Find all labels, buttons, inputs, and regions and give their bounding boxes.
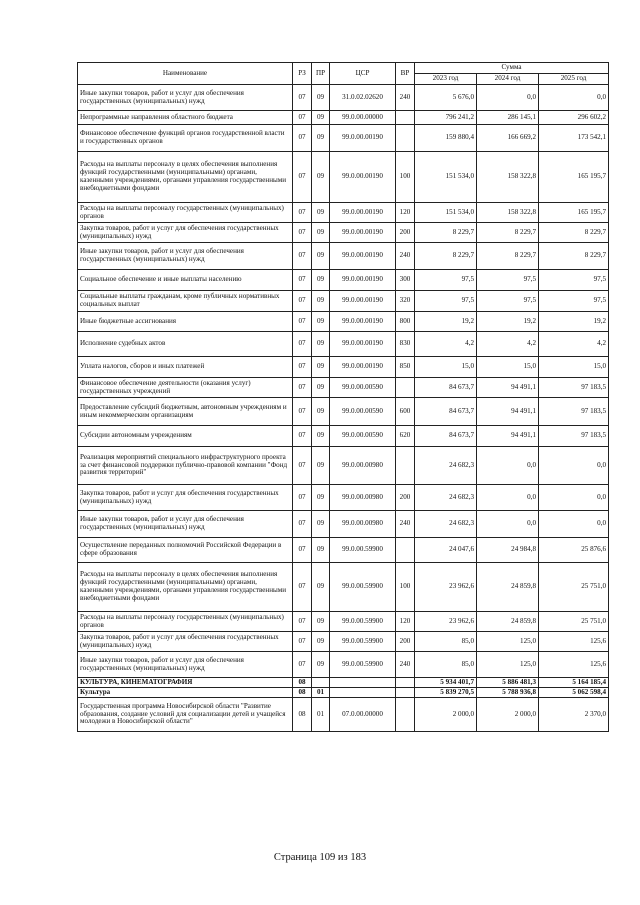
row-name: Исполнение судебных актов [78,332,293,357]
row-value-2025: 125,6 [539,632,609,652]
row-pr [312,678,330,688]
row-name: Социальные выплаты гражданам, кроме публичных нормативных социальных выплат [78,291,293,312]
row-pr: 09 [312,111,330,125]
row-vr: 240 [396,511,415,538]
row-rz: 08 [293,688,312,698]
row-rz: 07 [293,125,312,152]
row-value-2024: 2 000,0 [477,698,539,732]
table-row [78,678,609,688]
row-csr: 99.0.00.00190 [330,332,396,357]
row-value-2024: 286 145,1 [477,111,539,125]
row-value-2025: 5 164 185,4 [539,678,609,688]
row-csr: 99.0.00.00190 [330,270,396,291]
table-row [78,447,609,485]
row-value-2023: 84 673,7 [415,378,477,398]
row-value-2024: 24 859,8 [477,612,539,632]
row-csr: 99.0.00.59900 [330,563,396,612]
table-row [78,563,609,612]
row-value-2024: 15,0 [477,357,539,378]
row-name: Закупка товаров, работ и услуг для обеспечения государственных (муниципальных) нужд [78,485,293,511]
row-value-2024: 5 886 481,3 [477,678,539,688]
row-value-2024: 24 984,8 [477,538,539,563]
row-rz: 07 [293,426,312,447]
row-pr: 09 [312,270,330,291]
header-pr: ПР [312,63,330,85]
header-year-2023: 2023 год [415,74,477,85]
table-row [78,270,609,291]
table-row [78,378,609,398]
row-value-2024: 94 491,1 [477,378,539,398]
row-name: Финансовое обеспечение деятельности (оказания услуг) государственных учреждений [78,378,293,398]
row-vr [396,698,415,732]
row-name: Расходы на выплаты персоналу государственных (муниципальных) органов [78,203,293,223]
row-pr: 09 [312,85,330,111]
row-value-2024: 125,0 [477,652,539,678]
row-value-2023: 796 241,2 [415,111,477,125]
row-value-2025: 2 370,0 [539,698,609,732]
row-pr: 09 [312,125,330,152]
row-vr: 600 [396,398,415,426]
row-value-2025: 165 195,7 [539,203,609,223]
row-csr: 99.0.00.00190 [330,312,396,332]
row-name: Предоставление субсидий бюджетным, автономным учреждениям и иным некоммерческим организациям [78,398,293,426]
row-value-2024: 4,2 [477,332,539,357]
row-name: Иные бюджетные ассигнования [78,312,293,332]
row-value-2024: 158 322,8 [477,152,539,203]
table-row [78,291,609,312]
row-value-2025: 173 542,1 [539,125,609,152]
row-value-2024: 158 322,8 [477,203,539,223]
row-rz: 07 [293,378,312,398]
row-pr: 09 [312,152,330,203]
row-value-2024: 0,0 [477,85,539,111]
header-name: Наименование [78,63,293,85]
row-value-2024: 97,5 [477,291,539,312]
row-rz: 07 [293,612,312,632]
row-pr: 09 [312,291,330,312]
row-value-2025: 0,0 [539,85,609,111]
row-value-2023: 151 534,0 [415,152,477,203]
row-pr: 09 [312,312,330,332]
table-row [78,698,609,732]
row-vr: 320 [396,291,415,312]
row-value-2023: 97,5 [415,291,477,312]
table-row [78,632,609,652]
table-row [78,243,609,270]
row-name: Иные закупки товаров, работ и услуг для обеспечения государственных (муниципальных) нужд [78,511,293,538]
header-sum: Сумма [415,63,609,74]
row-vr [396,111,415,125]
row-name: Закупка товаров, работ и услуг для обеспечения государственных (муниципальных) нужд [78,223,293,243]
table-row [78,223,609,243]
row-value-2023: 5 676,0 [415,85,477,111]
row-value-2025: 25 751,0 [539,612,609,632]
header-rz: РЗ [293,63,312,85]
table-row [78,652,609,678]
row-value-2024: 125,0 [477,632,539,652]
row-name: Реализация мероприятий специального инфраструктурного проекта за счет финансовой поддержки публично-правовой компании "Фонд развития территорий" [78,447,293,485]
row-csr: 99.0.00.00590 [330,426,396,447]
row-csr: 99.0.00.59900 [330,652,396,678]
row-rz: 07 [293,357,312,378]
row-pr: 09 [312,378,330,398]
page-number: Страница 109 из 183 [273,852,367,863]
row-value-2025: 4,2 [539,332,609,357]
row-vr: 240 [396,652,415,678]
row-value-2023: 5 934 401,7 [415,678,477,688]
table-row [78,85,609,111]
row-value-2023: 8 229,7 [415,223,477,243]
header-vr: ВР [396,63,415,85]
row-value-2024: 24 859,8 [477,563,539,612]
row-rz: 07 [293,538,312,563]
row-name: Уплата налогов, сборов и иных платежей [78,357,293,378]
row-name: Непрограммные направления областного бюджета [78,111,293,125]
row-value-2024: 0,0 [477,485,539,511]
row-value-2023: 159 880,4 [415,125,477,152]
budget-table [77,62,609,732]
row-value-2025: 97 183,5 [539,378,609,398]
table-row [78,538,609,563]
row-name: Расходы на выплаты персоналу в целях обеспечения выполнения функций государственными (муниципальными) органами, казенными учреждениями, органами управления государственными внебюджетными фондами [78,563,293,612]
row-value-2023: 24 682,3 [415,485,477,511]
row-vr [396,538,415,563]
row-pr: 01 [312,688,330,698]
row-vr: 100 [396,152,415,203]
row-pr: 01 [312,698,330,732]
row-value-2023: 15,0 [415,357,477,378]
row-pr: 09 [312,357,330,378]
row-rz: 07 [293,332,312,357]
row-csr: 07.0.00.00000 [330,698,396,732]
row-value-2024: 94 491,1 [477,426,539,447]
table-row [78,125,609,152]
row-value-2025: 19,2 [539,312,609,332]
row-csr: 99.0.00.59900 [330,538,396,563]
row-vr: 200 [396,632,415,652]
row-csr: 99.0.00.00590 [330,398,396,426]
row-rz: 07 [293,223,312,243]
row-pr: 09 [312,223,330,243]
row-csr: 99.0.00.59900 [330,632,396,652]
row-rz: 07 [293,632,312,652]
row-csr: 99.0.00.00590 [330,378,396,398]
row-pr: 09 [312,447,330,485]
row-pr: 09 [312,398,330,426]
row-value-2023: 151 534,0 [415,203,477,223]
row-value-2024: 97,5 [477,270,539,291]
row-rz: 07 [293,447,312,485]
row-value-2023: 24 682,3 [415,511,477,538]
row-value-2025: 5 062 598,4 [539,688,609,698]
row-vr: 240 [396,85,415,111]
row-name: Финансовое обеспечение функций органов государственной власти и государственных органов [78,125,293,152]
row-value-2024: 19,2 [477,312,539,332]
table-row [78,203,609,223]
row-value-2023: 85,0 [415,652,477,678]
table-row [78,152,609,203]
header-year-2024: 2024 год [477,74,539,85]
row-csr: 99.0.00.00190 [330,223,396,243]
row-name: Иные закупки товаров, работ и услуг для обеспечения государственных (муниципальных) нужд [78,652,293,678]
row-name: Осуществление переданных полномочий Российской Федерации в сфере образования [78,538,293,563]
row-value-2023: 8 229,7 [415,243,477,270]
row-value-2025: 125,6 [539,652,609,678]
row-value-2023: 24 682,3 [415,447,477,485]
row-vr [396,378,415,398]
row-csr: 99.0.00.00980 [330,485,396,511]
row-value-2025: 0,0 [539,447,609,485]
row-vr: 850 [396,357,415,378]
row-rz: 07 [293,270,312,291]
row-rz: 07 [293,563,312,612]
row-value-2023: 23 962,6 [415,612,477,632]
row-pr: 09 [312,485,330,511]
row-value-2024: 5 788 936,8 [477,688,539,698]
row-pr: 09 [312,332,330,357]
row-csr: 99.0.00.00000 [330,111,396,125]
row-csr: 99.0.00.00980 [330,511,396,538]
row-rz: 08 [293,678,312,688]
row-csr: 99.0.00.00980 [330,447,396,485]
row-pr: 09 [312,243,330,270]
row-csr: 99.0.00.59900 [330,612,396,632]
row-value-2025: 165 195,7 [539,152,609,203]
row-rz: 07 [293,511,312,538]
row-rz: 07 [293,152,312,203]
row-csr: 99.0.00.00190 [330,203,396,223]
row-value-2024: 0,0 [477,511,539,538]
row-value-2025: 97 183,5 [539,398,609,426]
row-vr [396,125,415,152]
row-csr: 99.0.00.00190 [330,291,396,312]
row-rz: 07 [293,111,312,125]
row-value-2023: 4,2 [415,332,477,357]
row-pr: 09 [312,511,330,538]
row-vr: 300 [396,270,415,291]
row-rz: 07 [293,485,312,511]
row-name: Государственная программа Новосибирской области "Развитие образования, создание условий для социализации детей и учащейся молодежи в Новосибирской области" [78,698,293,732]
table-row [78,511,609,538]
row-rz: 07 [293,243,312,270]
row-value-2025: 25 876,6 [539,538,609,563]
row-pr: 09 [312,632,330,652]
row-rz: 07 [293,312,312,332]
row-csr [330,688,396,698]
row-name: Расходы на выплаты персоналу государственных (муниципальных) органов [78,612,293,632]
row-vr [396,447,415,485]
row-vr: 200 [396,485,415,511]
row-vr: 120 [396,203,415,223]
table-row [78,332,609,357]
row-vr: 620 [396,426,415,447]
row-rz: 07 [293,85,312,111]
row-value-2023: 84 673,7 [415,398,477,426]
row-vr [396,678,415,688]
row-vr: 240 [396,243,415,270]
table-row [78,485,609,511]
row-pr: 09 [312,538,330,563]
row-name: Закупка товаров, работ и услуг для обеспечения государственных (муниципальных) нужд [78,632,293,652]
row-value-2024: 8 229,7 [477,243,539,270]
row-vr: 100 [396,563,415,612]
row-value-2023: 24 047,6 [415,538,477,563]
row-value-2024: 166 669,2 [477,125,539,152]
row-rz: 08 [293,698,312,732]
table-row [78,688,609,698]
row-value-2023: 5 839 270,5 [415,688,477,698]
row-value-2025: 8 229,7 [539,243,609,270]
row-value-2025: 97 183,5 [539,426,609,447]
row-vr: 800 [396,312,415,332]
row-pr: 09 [312,426,330,447]
row-name: Культура [78,688,293,698]
row-value-2023: 2 000,0 [415,698,477,732]
row-value-2024: 8 229,7 [477,223,539,243]
row-name: Иные закупки товаров, работ и услуг для обеспечения государственных (муниципальных) нужд [78,243,293,270]
row-name: КУЛЬТУРА, КИНЕМАТОГРАФИЯ [78,678,293,688]
row-value-2025: 0,0 [539,511,609,538]
row-pr: 09 [312,203,330,223]
row-value-2023: 84 673,7 [415,426,477,447]
row-value-2024: 0,0 [477,447,539,485]
row-pr: 09 [312,563,330,612]
row-value-2025: 97,5 [539,270,609,291]
table-row [78,111,609,125]
row-value-2023: 23 962,6 [415,563,477,612]
row-name: Иные закупки товаров, работ и услуг для обеспечения государственных (муниципальных) нужд [78,85,293,111]
row-vr: 200 [396,223,415,243]
row-rz: 07 [293,652,312,678]
row-rz: 07 [293,398,312,426]
row-value-2023: 19,2 [415,312,477,332]
table-row [78,312,609,332]
row-vr: 120 [396,612,415,632]
table-body [78,85,609,732]
row-value-2024: 94 491,1 [477,398,539,426]
table-row [78,357,609,378]
row-csr: 99.0.00.00190 [330,243,396,270]
row-pr: 09 [312,612,330,632]
row-value-2025: 0,0 [539,485,609,511]
row-rz: 07 [293,203,312,223]
row-vr [396,688,415,698]
row-value-2023: 97,5 [415,270,477,291]
header-year-2025: 2025 год [539,74,609,85]
row-value-2025: 15,0 [539,357,609,378]
row-name: Субсидии автономным учреждениям [78,426,293,447]
row-csr: 99.0.00.00190 [330,357,396,378]
row-value-2025: 97,5 [539,291,609,312]
row-csr: 99.0.00.00190 [330,152,396,203]
row-pr: 09 [312,652,330,678]
row-name: Расходы на выплаты персоналу в целях обеспечения выполнения функций государственными (муниципальными) органами, казенными учреждениями, органами управления государственными внебюджетными фондами [78,152,293,203]
table-row [78,612,609,632]
row-csr: 31.0.02.02620 [330,85,396,111]
row-value-2025: 25 751,0 [539,563,609,612]
row-name: Социальное обеспечение и иные выплаты населению [78,270,293,291]
row-value-2025: 296 602,2 [539,111,609,125]
row-rz: 07 [293,291,312,312]
table-row [78,426,609,447]
header-csr: ЦСР [330,63,396,85]
row-csr [330,678,396,688]
table-row [78,398,609,426]
row-value-2025: 8 229,7 [539,223,609,243]
row-value-2023: 85,0 [415,632,477,652]
row-csr: 99.0.00.00190 [330,125,396,152]
row-vr: 830 [396,332,415,357]
